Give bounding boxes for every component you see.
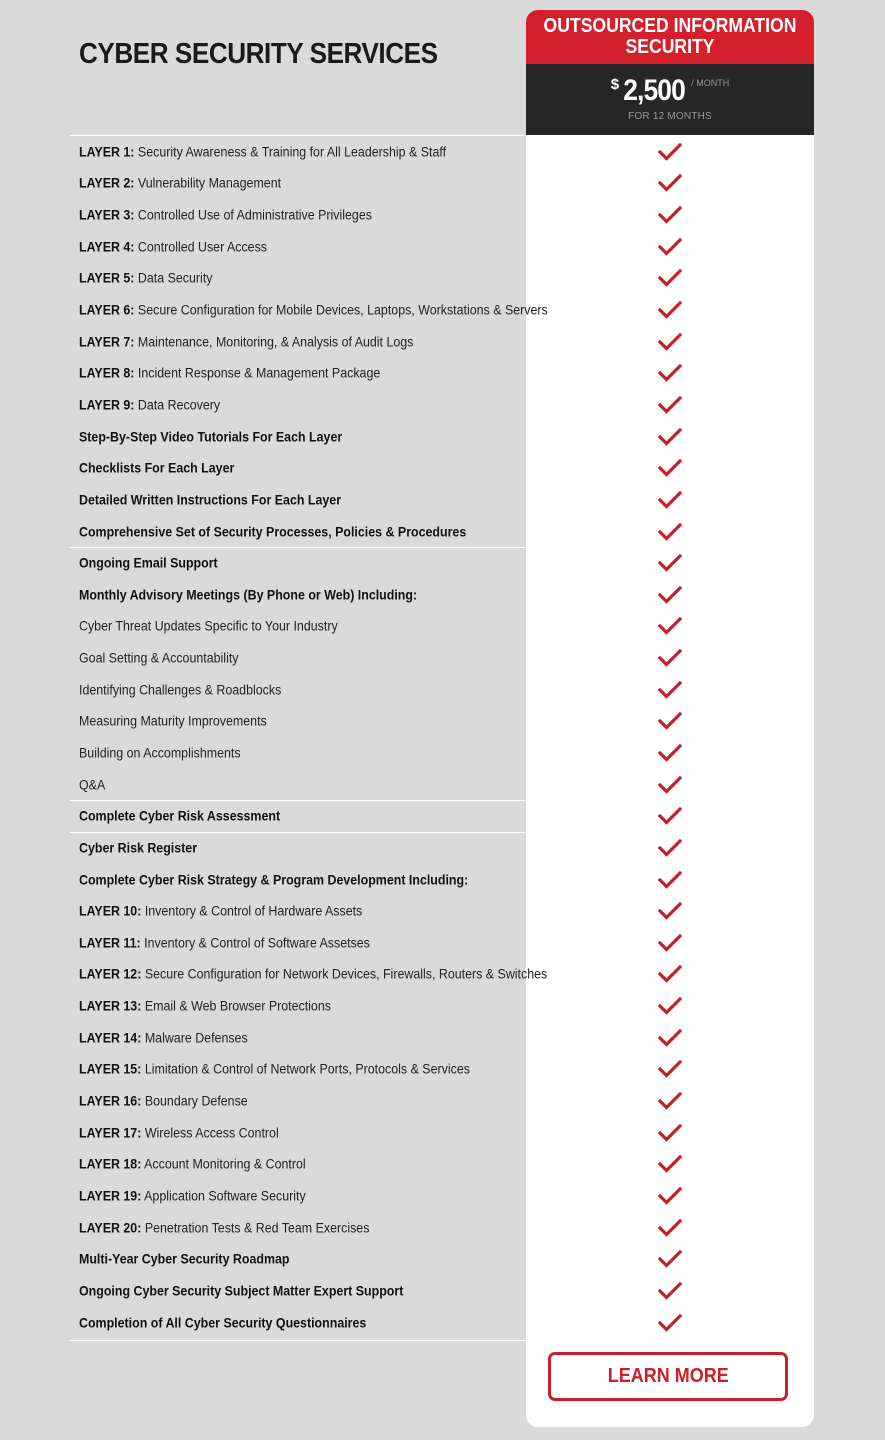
feature-text <box>79 1062 470 1077</box>
checkmark-icon <box>526 547 814 579</box>
feature-text <box>79 271 212 286</box>
check-column <box>526 136 814 1338</box>
feature-prefix: LAYER 3: <box>79 207 135 223</box>
feature-label: Controlled Use of Administrative Privileges <box>137 207 372 223</box>
feature-row <box>70 1022 525 1054</box>
feature-text <box>79 429 342 444</box>
checkmark-icon <box>526 1085 814 1117</box>
feature-row <box>70 706 525 738</box>
checkmark-icon <box>526 516 814 548</box>
feature-label: Wireless Access Control <box>144 1125 279 1141</box>
feature-text <box>79 1188 306 1203</box>
feature-label: Complete Cyber Risk Strategy & Program Development Including: <box>79 872 469 888</box>
feature-text <box>79 840 197 855</box>
feature-label: Ongoing Cyber Security Subject Matter Expert Support <box>79 1283 404 1299</box>
feature-prefix: LAYER 14: <box>79 1030 142 1046</box>
feature-row <box>70 547 525 579</box>
checkmark-icon <box>526 1180 814 1212</box>
feature-prefix: LAYER 10: <box>79 903 142 919</box>
feature-label: Multi-Year Cyber Security Roadmap <box>79 1251 290 1267</box>
feature-prefix: LAYER 4: <box>79 239 135 255</box>
feature-text <box>79 682 281 697</box>
feature-text <box>79 1315 366 1330</box>
feature-prefix: LAYER 15: <box>79 1061 142 1077</box>
feature-label: Monthly Advisory Meetings (By Phone or Web) Including: <box>79 587 418 603</box>
table-bottom-divider <box>70 1340 526 1341</box>
checkmark-icon <box>526 136 814 168</box>
feature-label: Q&A <box>79 777 106 793</box>
feature-row <box>70 484 525 516</box>
checkmark-icon <box>526 642 814 674</box>
feature-text <box>79 1030 248 1045</box>
feature-prefix: LAYER 2: <box>79 175 135 191</box>
feature-label: Step-By-Step Video Tutorials For Each Layer <box>79 429 343 445</box>
feature-text <box>79 334 413 349</box>
checkmark-icon <box>526 927 814 959</box>
checkmark-icon <box>526 452 814 484</box>
checkmark-icon <box>526 579 814 611</box>
checkmark-icon <box>526 1307 814 1339</box>
feature-label: Controlled User Access <box>137 239 268 255</box>
feature-row <box>70 357 525 389</box>
feature-text <box>79 492 341 507</box>
checkmark-icon <box>526 1243 814 1275</box>
feature-row <box>70 1117 525 1149</box>
checkmark-icon <box>526 421 814 453</box>
feature-prefix: LAYER 20: <box>79 1220 142 1236</box>
feature-label: Vulnerability Management <box>137 175 282 191</box>
checkmark-icon <box>526 1022 814 1054</box>
feature-text <box>79 303 548 318</box>
feature-prefix: LAYER 5: <box>79 270 135 286</box>
feature-label: Goal Setting & Accountability <box>79 650 239 666</box>
feature-row <box>70 1307 525 1339</box>
checkmark-icon <box>526 168 814 200</box>
feature-label: Limitation & Control of Network Ports, Protocols & Services <box>144 1061 470 1077</box>
feature-row <box>70 136 525 168</box>
feature-row <box>70 864 525 896</box>
feature-text <box>79 176 281 191</box>
feature-label: Cyber Threat Updates Specific to Your Industry <box>79 618 338 634</box>
plan-name: OUTSOURCED INFORMATION SECURITY <box>543 15 797 58</box>
feature-prefix: LAYER 16: <box>79 1093 142 1109</box>
feature-row <box>70 231 525 263</box>
feature-text <box>79 366 380 381</box>
feature-label: Penetration Tests & Red Team Exercises <box>144 1220 370 1236</box>
feature-row <box>70 1243 525 1275</box>
checkmark-icon <box>526 294 814 326</box>
checkmark-icon <box>526 1275 814 1307</box>
checkmark-icon <box>526 1149 814 1181</box>
feature-row <box>70 1212 525 1244</box>
feature-row <box>70 800 525 832</box>
feature-row <box>70 421 525 453</box>
feature-row <box>70 674 525 706</box>
feature-text <box>79 556 218 571</box>
feature-label: Secure Configuration for Network Devices, Firewalls, Routers & Switches <box>144 966 548 982</box>
price-currency: $ <box>610 76 620 93</box>
feature-row <box>70 199 525 231</box>
checkmark-icon <box>526 1212 814 1244</box>
feature-text <box>79 1157 306 1172</box>
feature-row <box>70 1054 525 1086</box>
feature-label: Detailed Written Instructions For Each Layer <box>79 492 342 508</box>
feature-label: Application Software Security <box>144 1188 306 1204</box>
feature-row <box>70 1085 525 1117</box>
feature-prefix: LAYER 13: <box>79 998 142 1014</box>
feature-label: Checklists For Each Layer <box>79 460 235 476</box>
feature-prefix: LAYER 9: <box>79 397 135 413</box>
feature-row <box>70 642 525 674</box>
feature-text <box>79 777 105 792</box>
feature-row <box>70 452 525 484</box>
feature-row <box>70 737 525 769</box>
feature-prefix: LAYER 12: <box>79 966 142 982</box>
checkmark-icon <box>526 706 814 738</box>
feature-row <box>70 389 525 421</box>
checkmark-icon <box>526 326 814 358</box>
feature-text <box>79 587 417 602</box>
feature-label: Cyber Risk Register <box>79 840 198 856</box>
feature-text <box>79 619 338 634</box>
feature-label: Email & Web Browser Protections <box>144 998 331 1014</box>
feature-text <box>79 397 220 412</box>
feature-label: Incident Response & Management Package <box>137 365 381 381</box>
feature-text <box>79 904 362 919</box>
feature-label: Identifying Challenges & Roadblocks <box>79 682 282 698</box>
feature-prefix: LAYER 17: <box>79 1125 142 1141</box>
learn-more-button[interactable] <box>548 1352 788 1401</box>
feature-prefix: LAYER 6: <box>79 302 135 318</box>
price-line <box>526 74 814 108</box>
checkmark-icon <box>526 990 814 1022</box>
feature-row <box>70 579 525 611</box>
feature-label: Maintenance, Monitoring, & Analysis of Audit Logs <box>137 334 414 350</box>
learn-more-label: LEARN MORE <box>607 1365 729 1387</box>
feature-text <box>79 144 446 159</box>
feature-prefix: LAYER 18: <box>79 1156 142 1172</box>
page-title: CYBER SECURITY SERVICES <box>79 38 438 70</box>
feature-text <box>79 461 234 476</box>
feature-text <box>79 872 468 887</box>
feature-label: Complete Cyber Risk Assessment <box>79 808 281 824</box>
feature-row <box>70 1275 525 1307</box>
feature-label: Ongoing Email Support <box>79 555 218 571</box>
checkmark-icon <box>526 263 814 295</box>
feature-row <box>70 927 525 959</box>
feature-row <box>70 294 548 326</box>
feature-row <box>70 263 525 295</box>
feature-label: Boundary Defense <box>144 1093 248 1109</box>
feature-label: Inventory & Control of Software Assetses <box>144 935 370 951</box>
feature-text <box>79 239 267 254</box>
feature-text <box>79 714 267 729</box>
price-amount: 2,500 <box>623 74 685 107</box>
feature-prefix: LAYER 8: <box>79 365 135 381</box>
feature-text <box>79 809 280 824</box>
feature-prefix: LAYER 19: <box>79 1188 142 1204</box>
checkmark-icon <box>526 895 814 927</box>
checkmark-icon <box>526 864 814 896</box>
feature-row <box>70 769 525 801</box>
feature-label: Inventory & Control of Hardware Assets <box>144 903 363 919</box>
feature-label: Secure Configuration for Mobile Devices, Laptops, Workstations & Servers <box>137 302 548 318</box>
price-period: / MONTH <box>691 78 730 88</box>
feature-row <box>70 990 525 1022</box>
feature-label: Malware Defenses <box>144 1030 248 1046</box>
feature-label: Data Security <box>137 270 213 286</box>
checkmark-icon <box>526 737 814 769</box>
feature-label: Measuring Maturity Improvements <box>79 713 267 729</box>
feature-prefix: LAYER 1: <box>79 144 135 160</box>
feature-text <box>79 1220 369 1235</box>
checkmark-icon <box>526 357 814 389</box>
checkmark-icon <box>526 832 814 864</box>
feature-row <box>70 326 525 358</box>
feature-label: Completion of All Cyber Security Questionnaires <box>79 1315 367 1331</box>
feature-prefix: LAYER 11: <box>79 935 141 951</box>
feature-row <box>70 168 525 200</box>
feature-prefix: LAYER 7: <box>79 334 135 350</box>
feature-label: Building on Accomplishments <box>79 745 241 761</box>
feature-text <box>79 935 370 950</box>
checkmark-icon <box>526 1117 814 1149</box>
feature-text <box>79 1283 403 1298</box>
checkmark-icon <box>526 800 814 832</box>
feature-text <box>79 524 466 539</box>
feature-label: Security Awareness & Training for All Leadership & Staff <box>137 144 447 160</box>
feature-row <box>70 832 525 864</box>
feature-text <box>79 1252 290 1267</box>
feature-row <box>70 895 525 927</box>
feature-label: Data Recovery <box>137 397 221 413</box>
checkmark-icon <box>526 389 814 421</box>
checkmark-icon <box>526 769 814 801</box>
feature-text <box>79 999 331 1014</box>
feature-text <box>79 967 547 982</box>
checkmark-icon <box>526 199 814 231</box>
feature-row <box>70 1180 525 1212</box>
checkmark-icon <box>526 611 814 643</box>
feature-row <box>70 959 548 991</box>
checkmark-icon <box>526 959 814 991</box>
feature-row <box>70 516 525 548</box>
price-term: FOR 12 MONTHS <box>628 111 712 122</box>
feature-list <box>70 136 548 1338</box>
feature-row <box>70 611 525 643</box>
checkmark-icon <box>526 231 814 263</box>
checkmark-icon <box>526 674 814 706</box>
feature-row <box>70 1149 525 1181</box>
feature-text <box>79 208 372 223</box>
plan-header <box>526 10 814 64</box>
checkmark-icon <box>526 484 814 516</box>
plan-price-box <box>526 64 814 135</box>
feature-text <box>79 651 238 666</box>
checkmark-icon <box>526 1054 814 1086</box>
feature-text <box>79 1094 248 1109</box>
feature-text <box>79 745 241 760</box>
feature-label: Account Monitoring & Control <box>144 1156 306 1172</box>
feature-label: Comprehensive Set of Security Processes, Policies & Procedures <box>79 524 467 539</box>
feature-text <box>79 1125 279 1140</box>
